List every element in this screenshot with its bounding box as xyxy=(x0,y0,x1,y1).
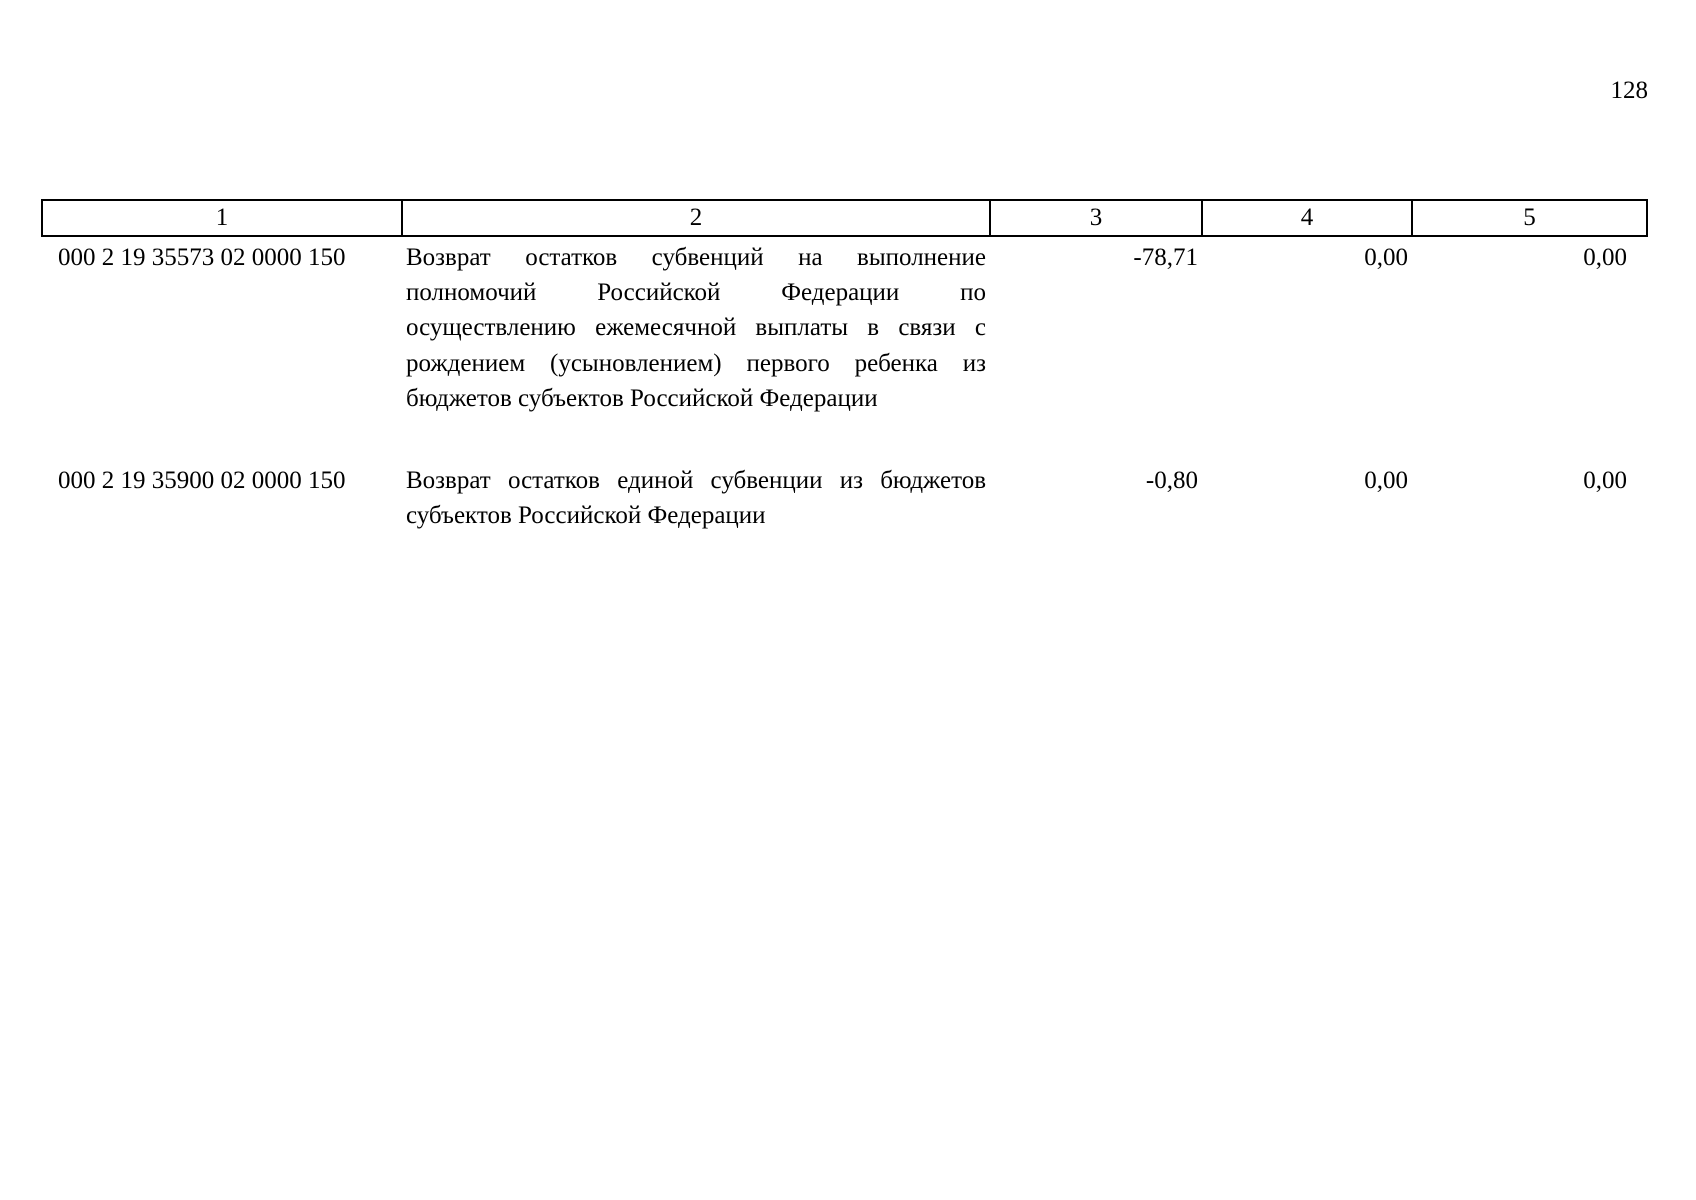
row-description: Возврат остатков единой субвенции из бюджетов субъектов Российской Федерации xyxy=(406,467,986,530)
row-description: Возврат остатков субвенций на выполнение полномочий Российской Федерации по осуществлению ежемесячной выплаты в связи с рождением (усыновлением) первого ребенка из бюджетов субъектов Российской Федерации xyxy=(406,244,986,412)
budget-code: 000 2 19 35900 02 0000 150 xyxy=(58,467,346,495)
header-col-5: 5 xyxy=(1412,200,1647,236)
value-col-4: 0,00 xyxy=(1364,467,1408,495)
header-col-2: 2 xyxy=(402,200,990,236)
table-row xyxy=(42,236,1647,460)
budget-table xyxy=(41,199,1648,533)
table-row xyxy=(42,460,1647,533)
header-col-1: 1 xyxy=(42,200,402,236)
value-col-5: 0,00 xyxy=(1583,467,1627,495)
header-col-4: 4 xyxy=(1202,200,1412,236)
value-col-3: -0,80 xyxy=(1145,467,1198,495)
header-row xyxy=(42,200,1647,236)
budget-code: 000 2 19 35573 02 0000 150 xyxy=(58,244,346,271)
budget-table-container xyxy=(41,199,1646,533)
page-number: 128 xyxy=(1610,77,1648,104)
header-col-3: 3 xyxy=(990,200,1202,236)
table-body xyxy=(42,236,1647,533)
value-col-5: 0,00 xyxy=(1583,244,1627,271)
value-col-4: 0,00 xyxy=(1364,244,1408,271)
value-col-3: -78,71 xyxy=(1133,244,1198,271)
table-header xyxy=(42,200,1647,236)
